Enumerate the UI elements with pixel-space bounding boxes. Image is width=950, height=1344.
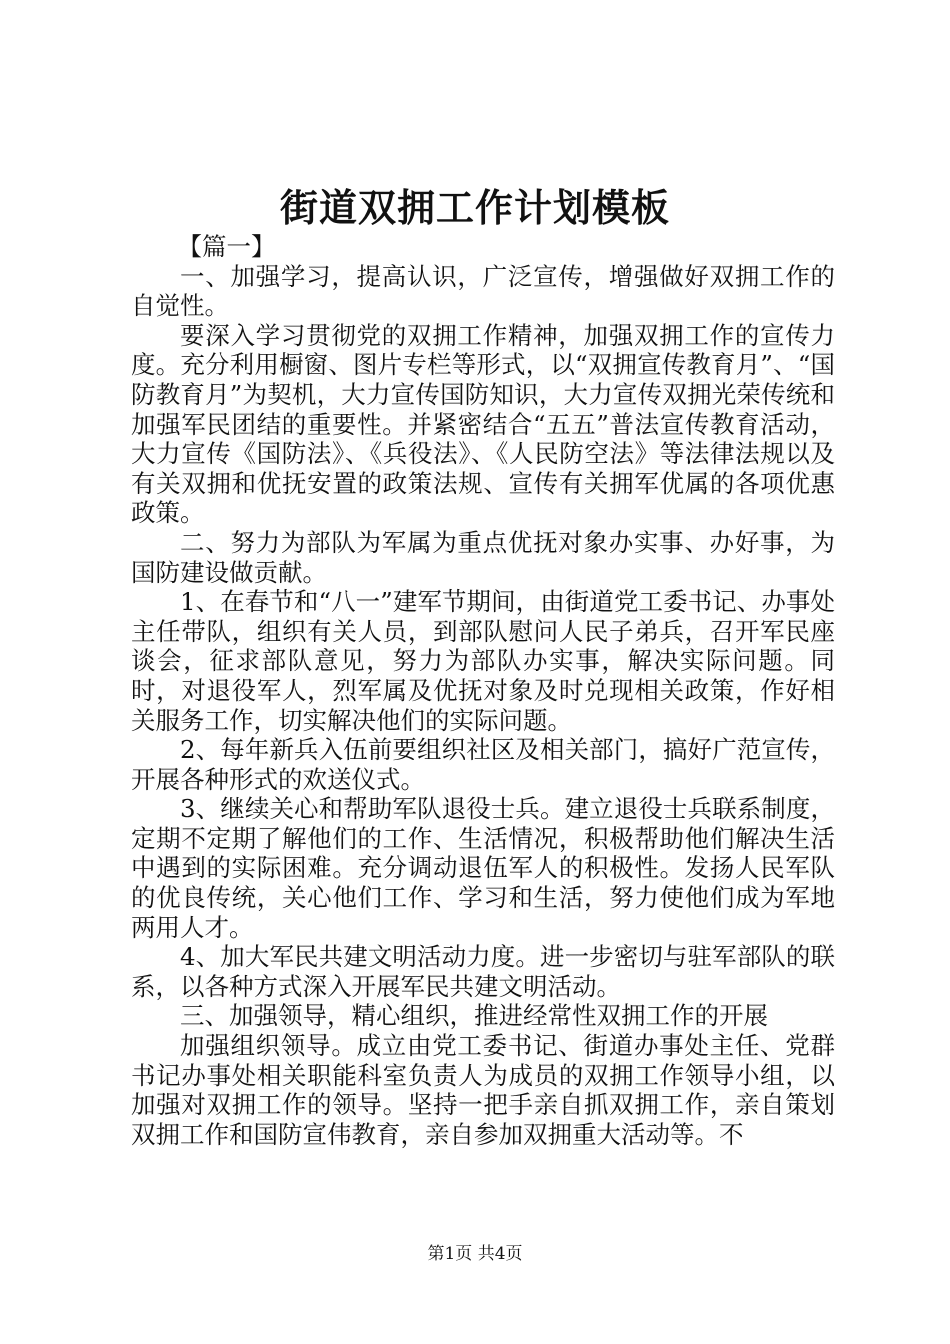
paragraph: 要深入学习贯彻党的双拥工作精神，加强双拥工作的宣传力度。充分利用橱窗、图片专栏等形式，以“双拥宣传教育月”、“国防教育月”为契机，大力宣传国防知识，大力宣传双拥光荣传统和加强军民团结的重要性。并紧密结合“五五”普法宣传教育活动，大力宣传《国防法》、《兵役法》、《人民防空法》等法律法规以及有关双拥和优抚安置的政策法规、宣传有关拥军优属的各项优惠政策。 bbox=[131, 320, 835, 528]
paragraph-item-4: 4、加大军民共建文明活动力度。进一步密切与驻军部队的联系，以各种方式深入开展军民共建文明活动。 bbox=[131, 942, 835, 1001]
document-body bbox=[131, 232, 835, 1149]
section-label: 【篇一】 bbox=[177, 232, 276, 261]
paragraph-heading-2: 二、努力为部队为军属为重点优抚对象办实事、办好事，为国防建设做贡献。 bbox=[131, 527, 835, 587]
paragraph-item-1: 1、在春节和“八一”建军节期间，由街道党工委书记、办事处主任带队，组织有关人员，到部队慰问人民子弟兵，召开军民座谈会，征求部队意见，努力为部队办实事，解决实际问题。同时，对退役军人，烈军属及优抚对象及时兑现相关政策，作好相关服务工作，切实解决他们的实际问题。 bbox=[131, 587, 835, 735]
document-title: 街道双拥工作计划模板 bbox=[279, 185, 670, 230]
paragraph-heading-1: 一、加强学习，提高认识，广泛宣传，增强做好双拥工作的自觉性。 bbox=[131, 261, 835, 321]
page-footer: 第1页 共4页 bbox=[427, 1244, 523, 1264]
paragraph-heading-3: 三、加强领导，精心组织，推进经常性双拥工作的开展 bbox=[180, 1001, 768, 1031]
paragraph: 加强组织领导。成立由党工委书记、街道办事处主任、党群书记办事处相关职能科室负责人为成员的双拥工作领导小组，以加强对双拥工作的领导。坚持一把手亲自抓双拥工作，亲自策划双拥工作和国防宣伟教育，亲自参加双拥重大活动等。不 bbox=[131, 1031, 835, 1149]
paragraph-item-2: 2、每年新兵入伍前要组织社区及相关部门，搞好广范宣传，开展各种形式的欢送仪式。 bbox=[131, 735, 835, 794]
paragraph-item-3: 3、继续关心和帮助军队退役士兵。建立退役士兵联系制度，定期不定期了解他们的工作、生活情况，积极帮助他们解决生活中遇到的实际困难。充分调动退伍军人的积极性。发扬人民军队的优良传统，关心他们工作、学习和生活，努力使他们成为军地两用人才。 bbox=[131, 794, 835, 942]
